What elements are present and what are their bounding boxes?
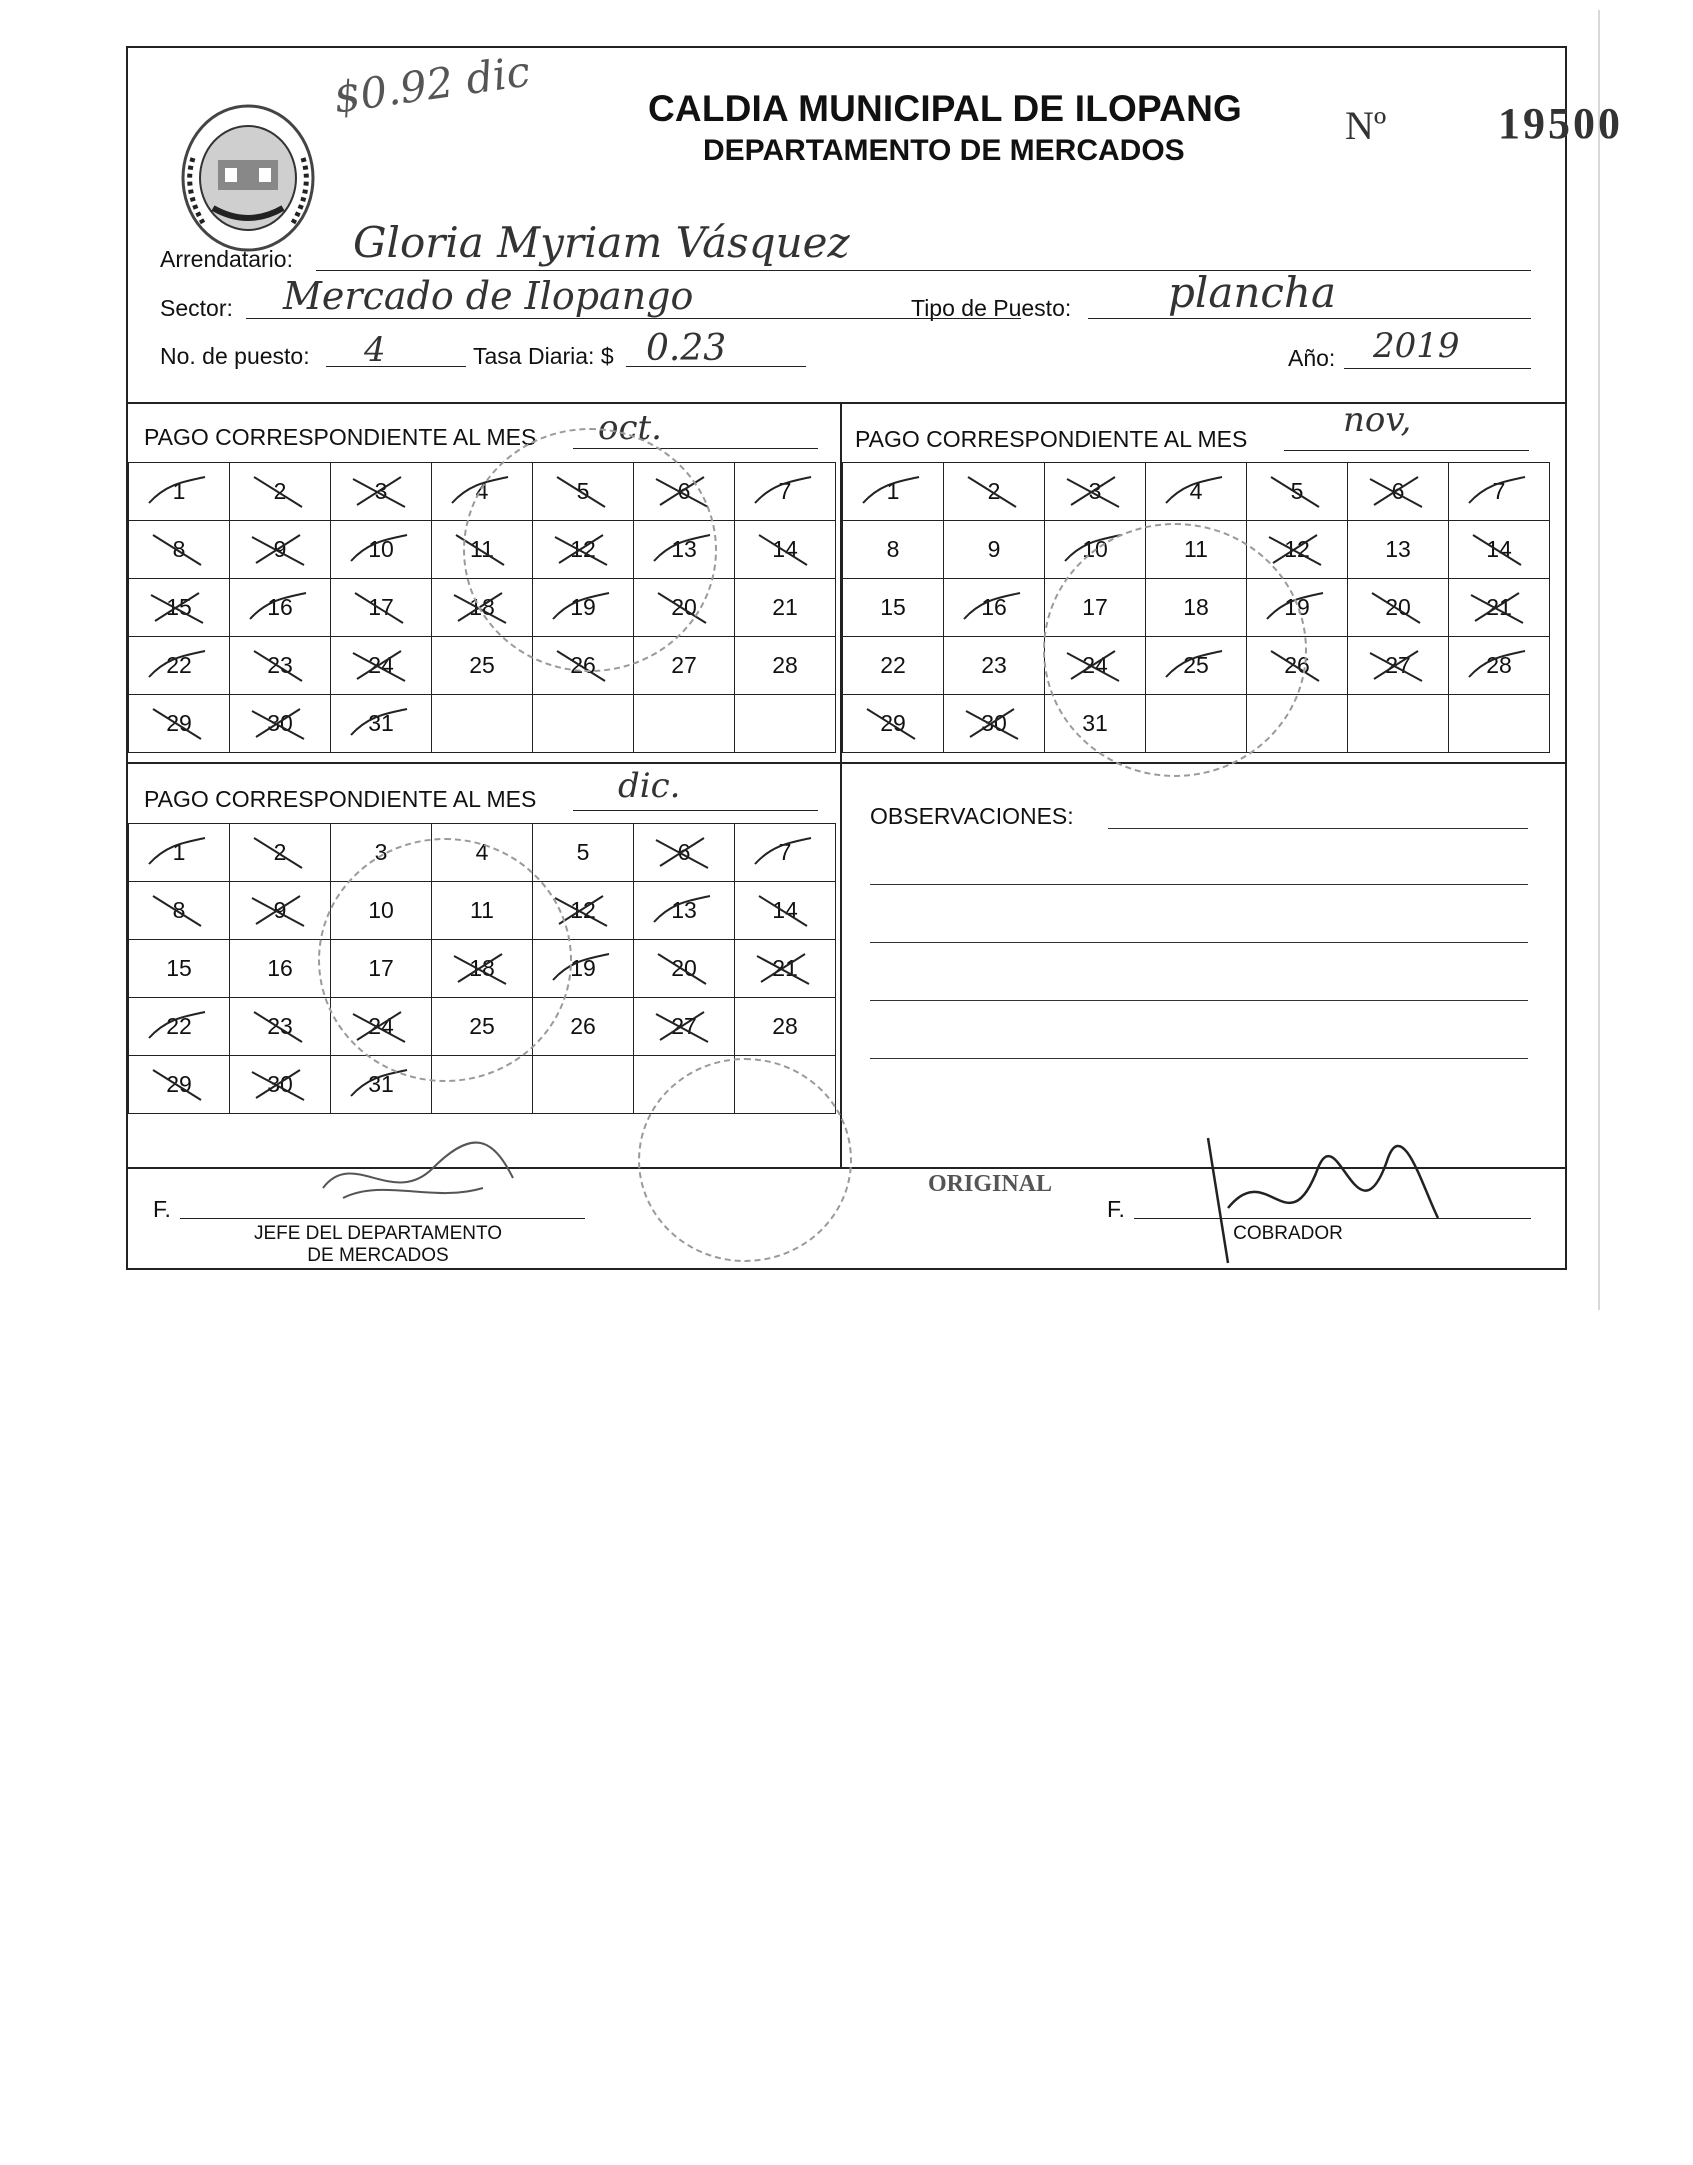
day-cell: [735, 579, 836, 637]
day-cell: [533, 998, 634, 1056]
day-number: 12: [570, 897, 596, 923]
cobrador-signature-prefix: F.: [1107, 1196, 1125, 1222]
department-subtitle: DEPARTAMENTO DE MERCADOS: [703, 134, 1185, 167]
empty-day-cell: [634, 695, 735, 753]
day-cell: [1449, 579, 1550, 637]
tipo-puesto-line: [1088, 318, 1531, 319]
october-calendar: [128, 462, 836, 753]
day-cell: [331, 579, 432, 637]
day-number: 7: [1492, 478, 1506, 504]
day-number: 19: [570, 955, 596, 981]
day-cell: [331, 998, 432, 1056]
anio-line: [1344, 368, 1531, 369]
day-cell: [634, 882, 735, 940]
october-value: oct.: [598, 408, 662, 448]
day-cell: [230, 463, 331, 521]
day-cell: [331, 695, 432, 753]
tasa-value: 0.23: [646, 328, 727, 369]
empty-day-cell: [432, 695, 533, 753]
day-cell: [129, 940, 230, 998]
empty-day-cell: [533, 695, 634, 753]
day-cell: [634, 940, 735, 998]
day-number: 23: [981, 652, 1007, 678]
day-number: 20: [671, 594, 697, 620]
day-number: 10: [1082, 536, 1108, 562]
day-number: 14: [772, 536, 798, 562]
day-number: 21: [772, 955, 798, 981]
day-number: 7: [778, 839, 792, 865]
december-calendar: [128, 823, 836, 1114]
day-cell: [1348, 463, 1449, 521]
day-cell: [331, 521, 432, 579]
day-cell: [1348, 637, 1449, 695]
arrendatario-line: [316, 270, 1531, 271]
jefe-signature-prefix: F.: [153, 1196, 171, 1222]
day-cell: [1146, 521, 1247, 579]
day-number: 12: [570, 536, 596, 562]
day-cell: [129, 998, 230, 1056]
day-number: 4: [475, 839, 489, 865]
day-number: 15: [166, 955, 192, 981]
day-cell: [634, 579, 735, 637]
day-number: 10: [368, 536, 394, 562]
day-number: 29: [166, 1071, 192, 1097]
day-number: 26: [570, 1013, 596, 1039]
day-number: 19: [570, 594, 596, 620]
day-cell: [1449, 463, 1550, 521]
day-number: 16: [267, 594, 293, 620]
day-number: 18: [469, 594, 495, 620]
day-cell: [230, 882, 331, 940]
municipal-seal-icon: [173, 98, 323, 258]
day-cell: [634, 998, 735, 1056]
day-cell: [129, 695, 230, 753]
day-cell: [1146, 579, 1247, 637]
day-cell: [634, 521, 735, 579]
day-number: 17: [1082, 594, 1108, 620]
day-cell: [230, 637, 331, 695]
empty-day-cell: [1449, 695, 1550, 753]
cobrador-caption: COBRADOR: [1233, 1223, 1343, 1244]
day-number: 17: [368, 594, 394, 620]
day-cell: [432, 521, 533, 579]
day-cell: [432, 940, 533, 998]
day-number: 30: [981, 710, 1007, 736]
day-cell: [230, 1056, 331, 1114]
day-cell: [533, 463, 634, 521]
arrendatario-label: Arrendatario:: [160, 246, 293, 272]
number-label: Nº: [1345, 103, 1387, 148]
sector-value: Mercado de Ilopango: [283, 274, 694, 318]
empty-day-cell: [634, 1056, 735, 1114]
day-cell: [129, 882, 230, 940]
day-cell: [533, 521, 634, 579]
sector-label: Sector:: [160, 295, 233, 321]
day-number: 20: [671, 955, 697, 981]
day-number: 13: [671, 897, 697, 923]
day-number: 6: [677, 839, 691, 865]
jefe-caption-2: DE MERCADOS: [307, 1245, 449, 1266]
empty-day-cell: [735, 695, 836, 753]
day-number: 30: [267, 1071, 293, 1097]
day-cell: [533, 940, 634, 998]
tipo-puesto-value: plancha: [1168, 268, 1337, 317]
day-cell: [129, 1056, 230, 1114]
day-cell: [944, 579, 1045, 637]
day-cell: [1247, 521, 1348, 579]
day-number: 20: [1385, 594, 1411, 620]
day-cell: [129, 463, 230, 521]
day-number: 9: [273, 536, 287, 562]
empty-day-cell: [432, 1056, 533, 1114]
day-cell: [634, 463, 735, 521]
day-cell: [735, 824, 836, 882]
corner-handwritten-note: $0.92 dic: [330, 46, 533, 123]
day-cell: [331, 637, 432, 695]
day-cell: [533, 824, 634, 882]
december-line: [573, 810, 818, 811]
november-line: [1284, 450, 1529, 451]
day-cell: [735, 463, 836, 521]
day-cell: [634, 637, 735, 695]
day-number: 25: [1183, 652, 1209, 678]
day-cell: [944, 637, 1045, 695]
day-number: 3: [1088, 478, 1102, 504]
day-number: 25: [469, 652, 495, 678]
day-number: 19: [1284, 594, 1310, 620]
jefe-caption-1: JEFE DEL DEPARTAMENTO: [253, 1223, 503, 1244]
day-number: 10: [368, 897, 394, 923]
day-number: 5: [576, 478, 590, 504]
day-cell: [735, 637, 836, 695]
day-number: 7: [778, 478, 792, 504]
empty-day-cell: [1348, 695, 1449, 753]
day-cell: [331, 882, 432, 940]
day-number: 3: [374, 478, 388, 504]
day-number: 22: [166, 652, 192, 678]
day-number: 12: [1284, 536, 1310, 562]
day-number: 17: [368, 955, 394, 981]
empty-day-cell: [1146, 695, 1247, 753]
day-number: 9: [273, 897, 287, 923]
day-number: 13: [671, 536, 697, 562]
anio-label: Año:: [1288, 345, 1336, 371]
day-number: 16: [267, 955, 293, 981]
column-divider-bottom: [840, 762, 842, 1167]
october-line: [573, 448, 818, 449]
day-number: 16: [981, 594, 1007, 620]
jefe-signature-scribble-icon: [313, 1128, 533, 1218]
day-number: 31: [1082, 710, 1108, 736]
day-number: 1: [886, 478, 900, 504]
day-number: 22: [166, 1013, 192, 1039]
day-number: 4: [475, 478, 489, 504]
day-cell: [1247, 637, 1348, 695]
day-number: 2: [273, 839, 287, 865]
day-cell: [1045, 579, 1146, 637]
tasa-label: Tasa Diaria: $: [473, 343, 614, 369]
observaciones-line-3: [870, 942, 1528, 943]
day-number: 30: [267, 710, 293, 736]
receipt-number: 19500: [1498, 99, 1623, 148]
december-value: dic.: [618, 766, 681, 806]
day-cell: [1449, 521, 1550, 579]
day-number: 29: [166, 710, 192, 736]
day-cell: [1449, 637, 1550, 695]
empty-day-cell: [533, 1056, 634, 1114]
municipality-title: CALDIA MUNICIPAL DE ILOPANG: [648, 88, 1242, 129]
day-number: 4: [1189, 478, 1203, 504]
day-cell: [432, 637, 533, 695]
december-label: PAGO CORRESPONDIENTE AL MES: [144, 786, 537, 812]
section-divider-middle: [128, 762, 1565, 764]
day-cell: [331, 824, 432, 882]
day-cell: [843, 579, 944, 637]
day-number: 26: [1284, 652, 1310, 678]
day-cell: [230, 579, 331, 637]
day-number: 15: [880, 594, 906, 620]
day-number: 5: [576, 839, 590, 865]
day-cell: [843, 695, 944, 753]
day-cell: [533, 882, 634, 940]
day-cell: [843, 521, 944, 579]
day-number: 1: [172, 478, 186, 504]
anio-value: 2019: [1373, 326, 1460, 366]
day-number: 5: [1290, 478, 1304, 504]
sector-line: [246, 318, 1021, 319]
day-cell: [843, 637, 944, 695]
day-number: 8: [886, 536, 900, 562]
day-cell: [331, 940, 432, 998]
day-cell: [735, 940, 836, 998]
observaciones-line-5: [870, 1058, 1528, 1059]
day-number: 28: [772, 1013, 798, 1039]
day-cell: [944, 521, 1045, 579]
day-cell: [1247, 579, 1348, 637]
day-cell: [735, 521, 836, 579]
day-number: 27: [1385, 652, 1411, 678]
day-cell: [432, 463, 533, 521]
day-cell: [944, 695, 1045, 753]
empty-day-cell: [1247, 695, 1348, 753]
day-cell: [1146, 463, 1247, 521]
day-number: 29: [880, 710, 906, 736]
november-calendar: [842, 462, 1550, 753]
day-cell: [129, 637, 230, 695]
day-cell: [129, 824, 230, 882]
day-number: 2: [273, 478, 287, 504]
day-number: 24: [1082, 652, 1108, 678]
payment-card: [126, 46, 1623, 1270]
day-cell: [1348, 521, 1449, 579]
observaciones-line-2: [870, 884, 1528, 885]
day-number: 31: [368, 1071, 394, 1097]
day-cell: [432, 998, 533, 1056]
day-number: 15: [166, 594, 192, 620]
day-cell: [634, 824, 735, 882]
day-cell: [432, 824, 533, 882]
tipo-puesto-label: Tipo de Puesto:: [911, 295, 1072, 321]
day-number: 22: [880, 652, 906, 678]
day-number: 28: [1486, 652, 1512, 678]
november-label: PAGO CORRESPONDIENTE AL MES: [855, 426, 1248, 452]
empty-day-cell: [735, 1056, 836, 1114]
day-cell: [230, 695, 331, 753]
observaciones-line-1: [1108, 828, 1528, 829]
day-cell: [735, 998, 836, 1056]
day-cell: [944, 463, 1045, 521]
arrendatario-value: Gloria Myriam Vásquez: [353, 218, 850, 267]
november-value: nov,: [1343, 400, 1412, 440]
day-cell: [735, 882, 836, 940]
day-cell: [432, 579, 533, 637]
day-cell: [230, 940, 331, 998]
day-cell: [331, 1056, 432, 1114]
day-cell: [129, 579, 230, 637]
jefe-signature-line: [180, 1218, 585, 1219]
day-number: 25: [469, 1013, 495, 1039]
day-number: 8: [172, 897, 186, 923]
day-cell: [1348, 579, 1449, 637]
day-cell: [1146, 637, 1247, 695]
day-number: 26: [570, 652, 596, 678]
day-number: 24: [368, 652, 394, 678]
puesto-value: 4: [364, 330, 386, 370]
day-cell: [331, 463, 432, 521]
day-number: 9: [987, 536, 1001, 562]
day-number: 6: [1391, 478, 1405, 504]
day-number: 31: [368, 710, 394, 736]
day-cell: [1247, 463, 1348, 521]
day-cell: [230, 521, 331, 579]
original-stamp-text: ORIGINAL: [928, 1171, 1053, 1197]
day-cell: [1045, 463, 1146, 521]
day-number: 28: [772, 652, 798, 678]
observaciones-line-4: [870, 1000, 1528, 1001]
day-number: 24: [368, 1013, 394, 1039]
day-cell: [533, 579, 634, 637]
day-cell: [432, 882, 533, 940]
day-number: 2: [987, 478, 1001, 504]
day-cell: [129, 521, 230, 579]
day-cell: [1045, 695, 1146, 753]
day-cell: [1045, 521, 1146, 579]
day-number: 8: [172, 536, 186, 562]
day-cell: [1045, 637, 1146, 695]
day-number: 11: [1184, 536, 1208, 562]
day-cell: [533, 637, 634, 695]
day-number: 1: [172, 839, 186, 865]
day-number: 18: [1183, 594, 1209, 620]
day-number: 3: [374, 839, 388, 865]
day-number: 11: [470, 536, 494, 562]
day-number: 6: [677, 478, 691, 504]
day-number: 18: [469, 955, 495, 981]
puesto-line: [326, 366, 466, 367]
day-number: 23: [267, 652, 293, 678]
day-number: 14: [1486, 536, 1512, 562]
day-number: 11: [470, 897, 494, 923]
day-number: 21: [772, 594, 798, 620]
day-number: 23: [267, 1013, 293, 1039]
day-number: 14: [772, 897, 798, 923]
puesto-label: No. de puesto:: [160, 343, 310, 369]
day-number: 27: [671, 652, 697, 678]
day-cell: [843, 463, 944, 521]
day-number: 27: [671, 1013, 697, 1039]
day-number: 13: [1385, 536, 1411, 562]
day-cell: [230, 998, 331, 1056]
october-label: PAGO CORRESPONDIENTE AL MES: [144, 424, 537, 450]
day-number: 21: [1486, 594, 1512, 620]
day-cell: [230, 824, 331, 882]
observaciones-label: OBSERVACIONES:: [870, 803, 1074, 829]
